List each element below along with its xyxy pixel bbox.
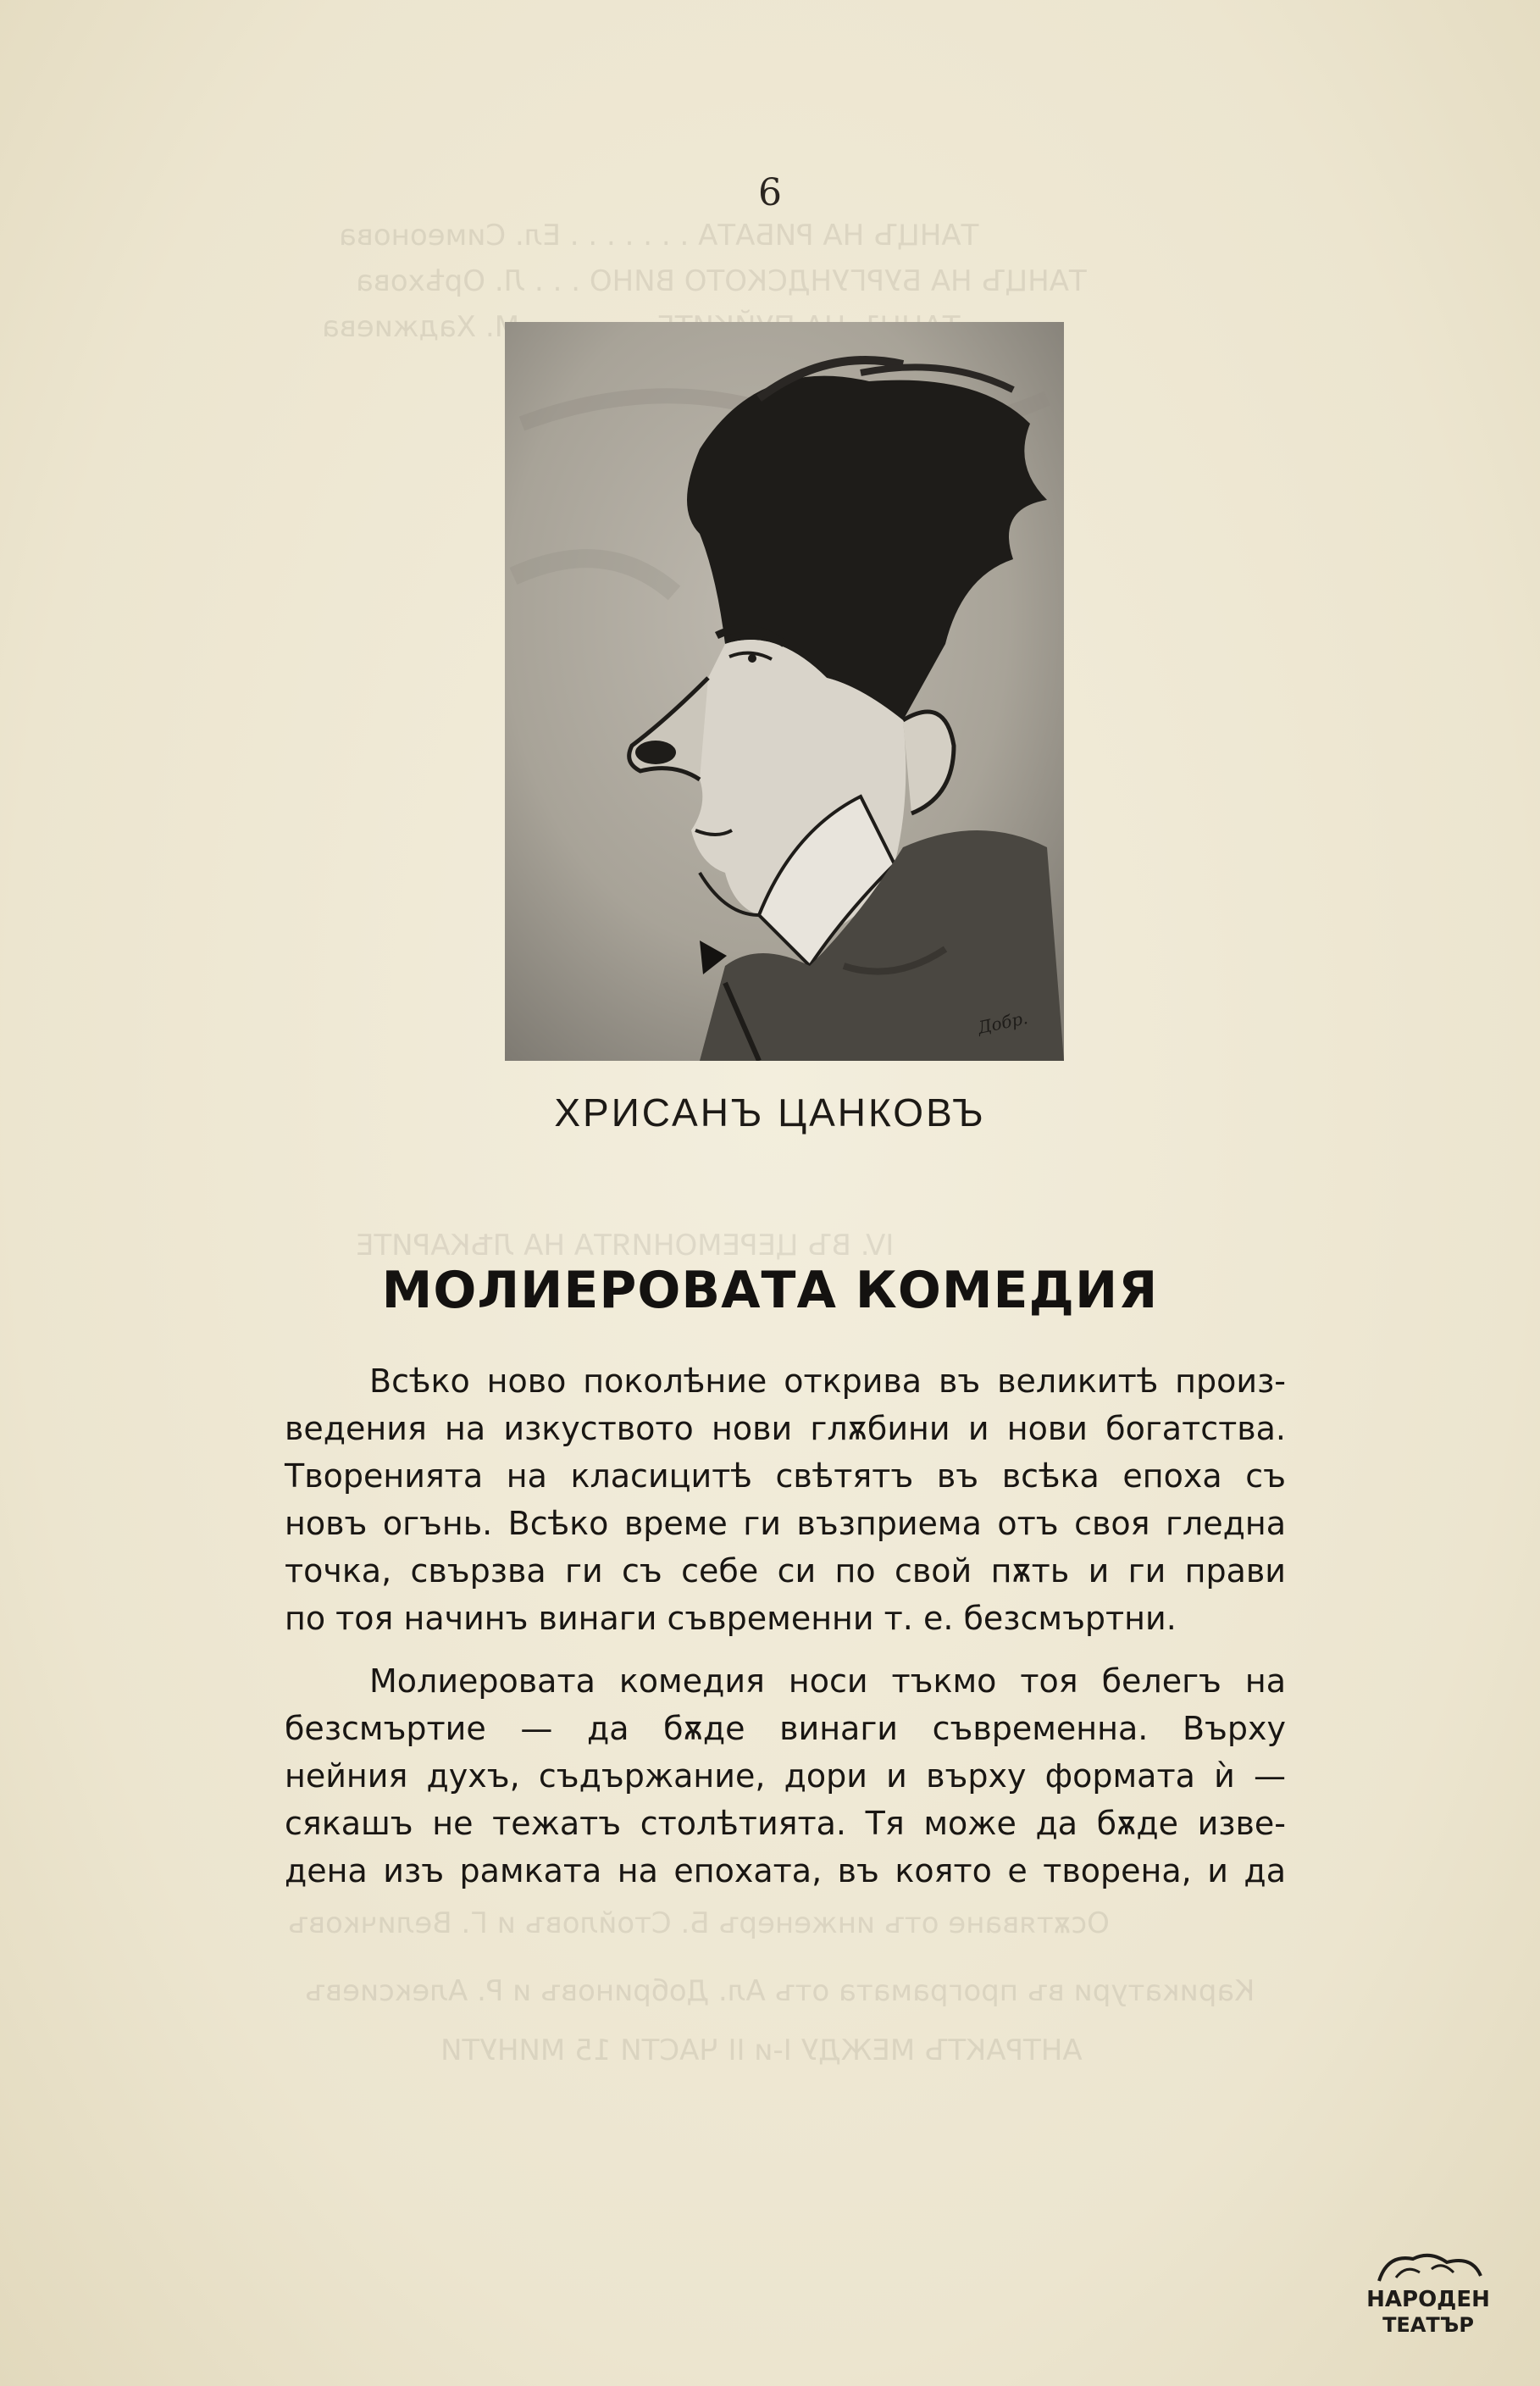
text-line: по тоя начинъ винаги съвременни т. е. безсмъртни. [285, 1600, 1177, 1637]
text-line: ведения на изкуството нови глѫбини и нови богатства. [285, 1410, 1286, 1447]
caricature-portrait [505, 322, 1064, 1061]
article-body [285, 1357, 1286, 1910]
text-line: Творенията на класицитѣ свѣтятъ въ всѣка епоха съ [285, 1457, 1286, 1495]
text-line: нейния духъ, съдържание, дори и върху формата ѝ — [285, 1757, 1286, 1795]
text-line: Молиеровата комедия носи тъкмо тоя белегъ на [369, 1662, 1286, 1700]
text-line: сякашъ не тежатъ столѣтията. Тя може да бѫде изве- [285, 1805, 1286, 1842]
logo-line-1: НАРОДЕН [1366, 2287, 1490, 2312]
article-title: МОЛИЕРОВАТА КОМЕДИЯ [381, 1261, 1159, 1320]
national-theatre-logo [1354, 2247, 1503, 2340]
page: ТАНЦЪ НА РИБАТА . . . . . . . Ел. Симеонова ТАНЦЪ НА БУРГУНДСКОТО ВИНО . . . Л. Орѣхова М. Хаджиева IV. ВЪ ЦЕРЕМОНИЯТА НА ЛѢКАРИТЕ Осѫтяване отъ инженеръ Б. Стойловъ и Г. Величковъ Карикатури въ програмата отъ Ал. Добриновъ и Р. Алексиевъ АНТРАКТЪ МЕЖДУ I-и II ЧАСТИ 15 МИНУТИ 6 Добр. ХРИСАНЪ ЦАНКОВЪ МОЛИЕРОВАТА КОМЕДИЯ Всѣко ново поколѣние открива въ великитѣ произ- ведения на изкуството нови глѫбини и нови богатства. Творенията на класицитѣ свѣтятъ въ всѣка епоха съ новъ огънь. Всѣко време ги възприема отъ своя гледна точка, свързва ги съ себе си по свой пѫть и ги прави по тоя начинъ винаги съвременни т. е. безсмъртни. Молиеровата комедия носи тъкмо тоя белегъ на безсмъртие — да бѫде винаги съвременна. Върху нейния духъ, съдържание, дори и върху формата ѝ — сякашъ не тежатъ столѣтията. Тя може да бѫде изве- дена изъ рамката на епохата, въ която е творена, и да НАРОДЕН ТЕАТЪР [0, 0, 1540, 2386]
text-line: безсмъртие — да бѫде винаги съвременна. Върху [285, 1710, 1286, 1747]
text-line: точка, свързва ги съ себе си по свой пѫть и ги прави [285, 1552, 1286, 1590]
text-line: дена изъ рамката на епохата, въ която е творена, и да [285, 1852, 1286, 1889]
paragraph-2 [285, 1657, 1286, 1895]
paragraph-1 [285, 1357, 1286, 1642]
text-line: Всѣко ново поколѣние открива въ великитѣ произ- [369, 1362, 1286, 1400]
portrait-caption: ХРИСАНЪ ЦАНКОВЪ [554, 1090, 986, 1135]
caricature-drawing [505, 322, 1064, 1061]
page-number: 6 [758, 171, 782, 214]
logo-line-2: ТЕАТЪР [1382, 2313, 1474, 2337]
text-line: новъ огънь. Всѣко време ги възприема отъ своя гледна [285, 1505, 1286, 1542]
svg-text:Добр.: Добр. [976, 1007, 1030, 1038]
